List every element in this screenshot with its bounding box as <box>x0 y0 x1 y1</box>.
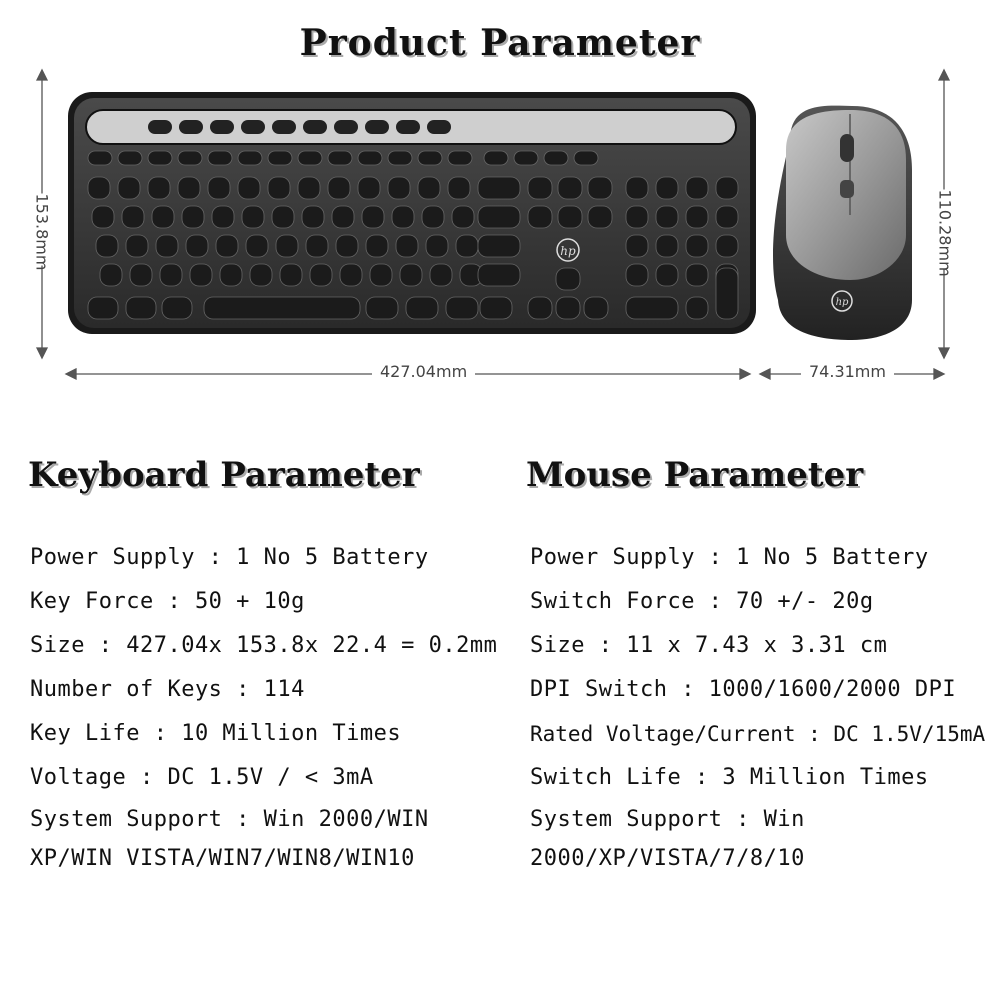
keyboard-key <box>446 297 478 319</box>
keyboard-key <box>246 235 268 257</box>
media-key <box>148 120 172 134</box>
keyboard-key <box>478 206 520 228</box>
keyboard-key <box>626 206 648 228</box>
keyboard-key <box>558 206 582 228</box>
keyboard-key <box>484 151 508 165</box>
keyboard-key <box>190 264 212 286</box>
keyboard-key <box>298 177 320 199</box>
keyboard-key <box>422 206 444 228</box>
keyboard-key <box>388 151 412 165</box>
keyboard-key <box>574 151 598 165</box>
keyboard-key <box>242 206 264 228</box>
mouse-spec-item: Size : 11 x 7.43 x 3.31 cm <box>530 633 888 658</box>
keyboard-key <box>558 177 582 199</box>
media-key <box>396 120 420 134</box>
keyboard-key <box>238 151 262 165</box>
keyboard-key <box>656 206 678 228</box>
keyboard-key <box>302 206 324 228</box>
keyboard-key <box>186 235 208 257</box>
mouse-parameter-heading: Mouse Parameter <box>526 455 864 495</box>
keyboard-spec-list <box>30 536 498 878</box>
keyboard-key <box>686 235 708 257</box>
keyboard-key <box>156 235 178 257</box>
keyboard-key <box>328 151 352 165</box>
keyboard-key <box>478 235 520 257</box>
keyboard-key <box>528 206 552 228</box>
mouse-spec-item: Switch Life : 3 Million Times <box>530 765 929 790</box>
keyboard-key <box>656 264 678 286</box>
keyboard-key <box>626 264 648 286</box>
keyboard-key <box>400 264 422 286</box>
mouse-spec-item: DPI Switch : 1000/1600/2000 DPI <box>530 677 957 702</box>
media-key <box>179 120 203 134</box>
keyboard-key <box>204 297 360 319</box>
keyboard-key <box>130 264 152 286</box>
svg-text:hp: hp <box>560 244 576 258</box>
keyboard-key <box>388 177 410 199</box>
media-key <box>272 120 296 134</box>
media-key <box>427 120 451 134</box>
keyboard-key <box>366 235 388 257</box>
keyboard-key <box>160 264 182 286</box>
keyboard-key <box>716 268 738 319</box>
keyboard-key <box>626 177 648 199</box>
keyboard-key <box>178 177 200 199</box>
keyboard-key <box>126 297 156 319</box>
keyboard-key <box>280 264 302 286</box>
keyboard-key <box>118 151 142 165</box>
keyboard-key <box>298 151 322 165</box>
keyboard-parameter-heading: Keyboard Parameter <box>28 455 420 495</box>
keyboard-key <box>118 177 140 199</box>
keyboard-key <box>478 264 520 286</box>
keyboard-key <box>528 297 552 319</box>
media-key <box>334 120 358 134</box>
keyboard-key <box>418 177 440 199</box>
keyboard-key <box>250 264 272 286</box>
keyboard-key <box>686 264 708 286</box>
keyboard-key <box>418 151 442 165</box>
media-key <box>241 120 265 134</box>
keyboard-key <box>100 264 122 286</box>
keyboard-key <box>96 235 118 257</box>
mouse-width-label: 74.31mm <box>801 362 894 381</box>
keyboard-key <box>92 206 114 228</box>
keyboard-spec-item: Voltage : DC 1.5V / < 3mA <box>30 765 374 790</box>
mouse-spec-item: Switch Force : 70 +/- 20g <box>530 589 874 614</box>
keyboard-key <box>406 297 438 319</box>
mouse-spec-item: Power Supply : 1 No 5 Battery <box>530 545 929 570</box>
keyboard-key <box>148 151 172 165</box>
keyboard-key <box>238 177 260 199</box>
keyboard-key <box>452 206 474 228</box>
keyboard-width-label: 427.04mm <box>372 362 475 381</box>
svg-text:hp: hp <box>835 297 849 308</box>
keyboard-key <box>626 235 648 257</box>
keyboard-key <box>148 177 170 199</box>
keyboard-key <box>370 264 392 286</box>
keyboard-key <box>152 206 174 228</box>
keyboard-key <box>448 151 472 165</box>
keyboard-key <box>478 177 520 199</box>
keyboard-key <box>396 235 418 257</box>
keyboard-key <box>716 177 738 199</box>
keyboard-spec-item: System Support : Win 2000/WIN XP/WIN VISTA/WIN7/WIN8/WIN10 <box>30 807 429 871</box>
keyboard-key <box>340 264 362 286</box>
mouse-spec-item: System Support : Win 2000/XP/VISTA/7/8/10 <box>530 807 805 871</box>
keyboard-key <box>362 206 384 228</box>
keyboard-key <box>514 151 538 165</box>
keyboard-height-label: 153.8mm <box>32 193 52 271</box>
keyboard-key <box>88 151 112 165</box>
keyboard-key <box>216 235 238 257</box>
keyboard-key <box>310 264 332 286</box>
keyboard-key <box>686 297 708 319</box>
keyboard-key <box>212 206 234 228</box>
keyboard-image <box>68 92 756 334</box>
keyboard-key <box>716 235 738 257</box>
keyboard-key <box>426 235 448 257</box>
keyboard-key <box>276 235 298 257</box>
keyboard-key <box>686 177 708 199</box>
keyboard-key <box>126 235 148 257</box>
keyboard-key <box>208 151 232 165</box>
keyboard-spec-item: Power Supply : 1 No 5 Battery <box>30 545 429 570</box>
keyboard-key <box>182 206 204 228</box>
keyboard-key <box>448 177 470 199</box>
keyboard-key <box>332 206 354 228</box>
keyboard-spec-item: Size : 427.04x 153.8x 22.4 = 0.2mm <box>30 633 498 658</box>
keyboard-key <box>656 235 678 257</box>
mouse-image <box>773 106 912 340</box>
media-key <box>210 120 234 134</box>
media-key <box>303 120 327 134</box>
keyboard-spec-item: Key Life : 10 Million Times <box>30 721 402 746</box>
keyboard-key <box>588 177 612 199</box>
keyboard-key <box>656 177 678 199</box>
media-key <box>365 120 389 134</box>
keyboard-key <box>556 297 580 319</box>
keyboard-key <box>306 235 328 257</box>
keyboard-key <box>480 297 512 319</box>
mouse-height-label: 110.28mm <box>935 189 955 277</box>
keyboard-key <box>626 297 678 319</box>
keyboard-key <box>162 297 192 319</box>
keyboard-key <box>88 177 110 199</box>
keyboard-key <box>556 268 580 290</box>
keyboard-key <box>358 177 380 199</box>
keyboard-key <box>366 297 398 319</box>
keyboard-key <box>122 206 144 228</box>
keyboard-key <box>392 206 414 228</box>
keyboard-key <box>544 151 568 165</box>
keyboard-key <box>272 206 294 228</box>
keyboard-key <box>584 297 608 319</box>
keyboard-key <box>88 297 118 319</box>
keyboard-key <box>208 177 230 199</box>
product-illustration <box>0 0 1000 400</box>
keyboard-key <box>686 206 708 228</box>
keyboard-key <box>528 177 552 199</box>
keyboard-key <box>430 264 452 286</box>
mouse-spec-item: Rated Voltage/Current : DC 1.5V/15mA <box>530 722 986 746</box>
keyboard-spec-item: Number of Keys : 114 <box>30 677 305 702</box>
keyboard-key <box>328 177 350 199</box>
page-title: Product Parameter <box>299 22 701 64</box>
keyboard-key <box>178 151 202 165</box>
keyboard-key <box>220 264 242 286</box>
keyboard-key <box>588 206 612 228</box>
mouse-spec-list <box>530 536 990 878</box>
keyboard-key <box>456 235 478 257</box>
keyboard-key <box>268 151 292 165</box>
keyboard-spec-item: Key Force : 50 + 10g <box>30 589 305 614</box>
keyboard-key <box>358 151 382 165</box>
keyboard-key <box>336 235 358 257</box>
keyboard-key <box>268 177 290 199</box>
keyboard-key <box>716 206 738 228</box>
